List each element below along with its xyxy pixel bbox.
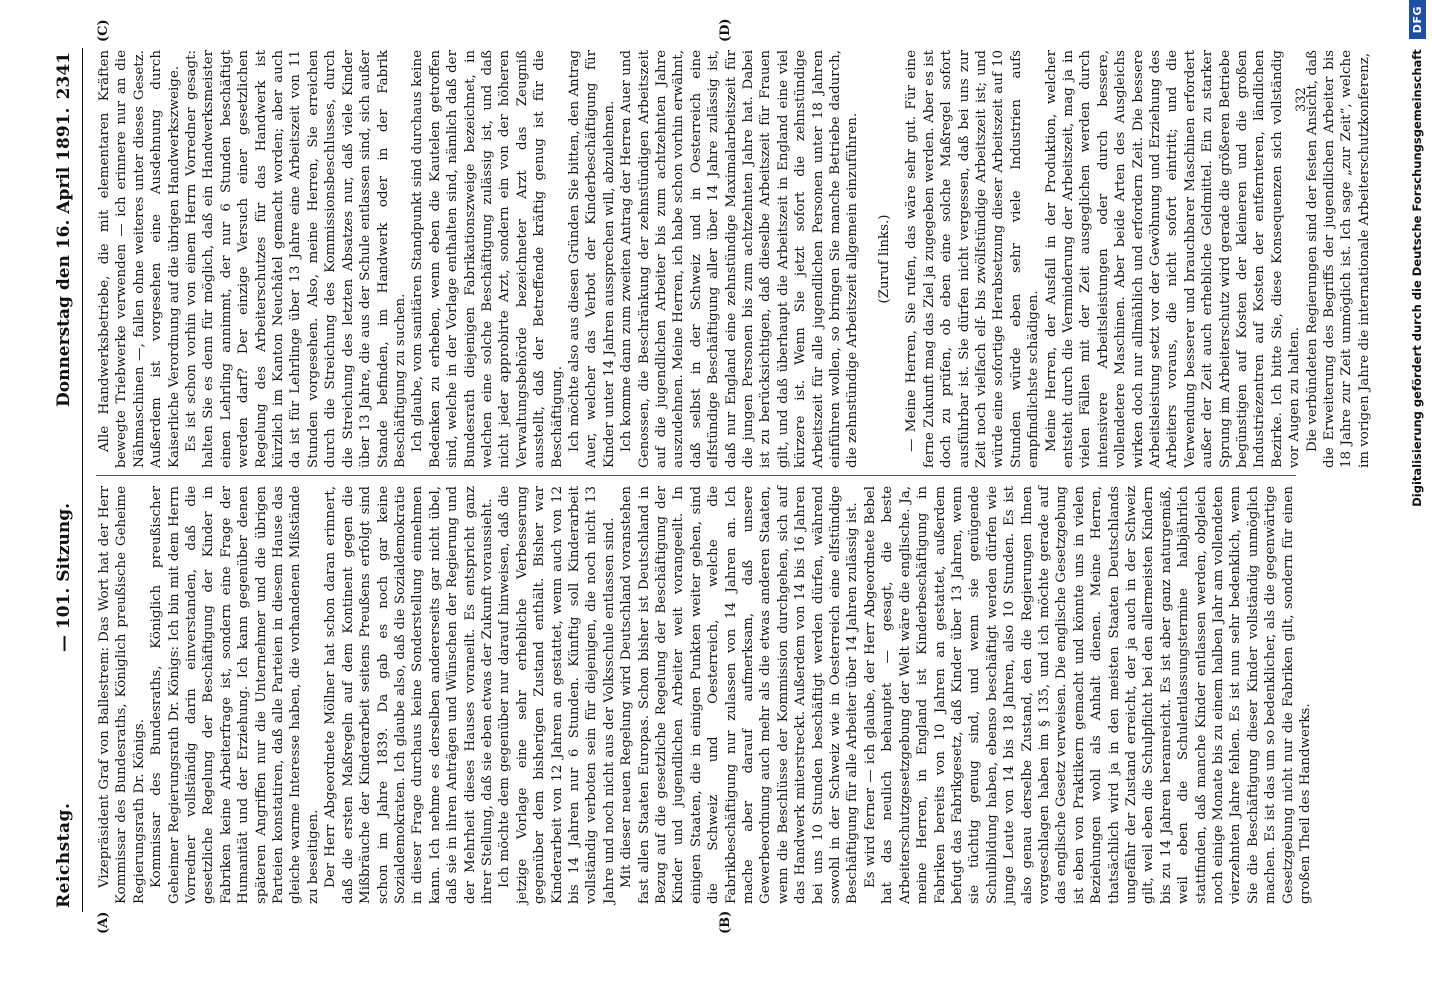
paragraph: Kommissar des Bundesraths, Königlich preußischer Geheimer Regierungsrath Dr. Königs: Ich bin mit dem Herrn Vorredner vollständig darin einverstanden, daß die gesetzliche Regelung der Beschäftigung der Kinder in Fabriken keine Arbeiterfrage ist, sondern eine Frage der Humanität und der Erziehung. Ich kann gegenüber denen späteren Angriffen nur die Unternehmer und die übrigen Parteien konstatiren, daß alle Parteien in diesem Hause das gleiche warme Interesse haben, die vorhandenen Mißstände zu beseitigen. <box>149 486 321 904</box>
paragraph: Vizepräsident Graf von Ballestrem: Das Wort hat der Herr Kommissar des Bundesraths, Königlich preußische Geheime Regierungsrath Dr. Königs. <box>97 486 147 904</box>
sheet-signature: 332 <box>1294 87 1309 112</box>
margin-mark-c: (C) <box>96 19 111 42</box>
paragraph: Es ist schon vorhin von einem Herrn Vorredner gesagt: halten Sie es denn für möglich, daß ein Handwerksmeister einen Lehrling annimmt, der nur 6 Stunden beschäftigt werden darf? Der einzige Versuch einer gesetzlichen Regelung des Arbeiterschutzes für das Handwerk ist kürzlich im Kanton Neuchâtel gemacht worden; aber auch da ist für Lehrlinge über 13 Jahre eine Arbeitszeit von 11 Stunden vorgesehen. Also, meine Herren, Sie erreichen durch die Streichung des Kommissionsbeschlusses, durch die Streichung des letzten Absatzes nur, daß viele Kinder über 13 Jahre, die aus der Schule entlassen sind, sich außer Stande befinden, im Handwerk oder in der Fabrik Beschäftigung zu suchen. <box>184 50 408 468</box>
margin-mark-a: (A) <box>96 911 111 934</box>
margin-mark-d: (D) <box>718 18 733 42</box>
header-title: Reichstag. <box>54 802 74 908</box>
page-header <box>52 48 83 912</box>
header-page-number: 2341 <box>54 52 74 100</box>
digitization-credit <box>1405 0 1429 860</box>
paragraph: Mit dieser neuen Regelung wird Deutschland voranstehen fast allen Staaten Europas. Schon bisher ist Deutschland in Bezug auf die gesetzliche Regelung der Beschäftigung der Kinder und jugendlichen Arbeiter weit vorangeeilt. In einigen Staaten, die in einigen Punkten weiter gehen, sind die Schweiz und Oesterreich, welche die Fabrikbeschäftigung nur zulassen von 14 Jahren an. Ich mache aber darauf aufmerksam, daß unsere Gewerbeordnung auch mehr als die etwas anderen Staaten, wenn die Beschlüsse der Kommission durchgehen, sich auf das Handwerk miterstreckt. Außerdem von 14 bis 16 Jahren bei uns 10 Stunden beschäftigt werden dürfen, während sowohl in der Schweiz wie in Oesterreich eine elfstündige Beschäftigung für alle Arbeiter über 14 Jahren zulässig ist. <box>619 486 861 904</box>
paragraph: Alle Handwerksbetriebe, die mit elementaren Kräften bewegte Triebwerke verwenden — ich erinnere nur an die Nähmaschinen —, fallen ohne weiteres unter dieses Gesetz. Außerdem ist vorgesehen eine Ausdehnung durch Kaiserliche Verordnung auf die übrigen Handwerkszweige. <box>97 50 182 468</box>
interjection: (Zuruf links.) <box>876 214 892 304</box>
column-divider <box>96 475 1296 476</box>
paragraph: Der Herr Abgeordnete Möllner hat schon daran erinnert, daß die ersten Maßregeln auf dem Kontinent gegen die Mißbräuche der Kinderarbeit seitens Preußens erfolgt sind schon im Jahre 1839. Da gab es noch gar keine Sozialdemokraten. Ich glaube also, daß die Sozialdemokratie in dieser Frage durchaus keine Sonderstellung einnehmen kann. Ich nehme es derselben andererseits gar nicht übel, daß sie in ihren Anträgen und Wünschen der Regierung und der Mehrheit dieses Hauses voraneilt. Es entspricht ganz ihrer Stellung, daß sie eben etwas der Zukunft voraussieht. <box>323 486 495 904</box>
dfg-logo: DFG <box>1409 0 1426 39</box>
paragraph: Ich möchte dem gegenüber nur darauf hinweisen, daß die jetzige Vorlage eine sehr erhebliche Verbesserung gegenüber dem bisherigen Zustand enthält. Bisher war Kinderarbeit von 12 Jahren an gestattet, wenn auch von 12 bis 14 Jahren nur 6 Stunden. Künftig soll Kinderarbeit vollständig verboten sein für diejenigen, die noch nicht 13 Jahre und noch nicht aus der Volksschule entlassen sind. <box>497 486 617 904</box>
paragraph: Ich möchte also aus diesen Gründen Sie bitten, den Antrag Auer, welcher das Verbot der Kinderbeschäftigung für Kinder unter 14 Jahren aussprechen will, abzulehnen. <box>566 50 617 468</box>
text-column-left <box>96 486 1314 904</box>
paragraph: Meine Herren, der Ausfall in der Produktion, welcher entsteht durch die Verminderung der Arbeitszeit, mag ja in vielen Fällen mit der Zeit ausgeglichen werden durch intensivere Arbeitsleistungen oder durch bessere, vollendetere Maschinen. Aber beide Arten des Ausgleichs wirken doch nur allmählich und erfordern Zeit. Die bessere Arbeitsleistung setzt vor der Gewöhnung und Erziehung des Arbeiters voraus, die nicht sofort eintritt; und die Verwendung besserer und brauchbarer Maschinen erfordert außer der Zeit auch erhebliche Geldmittel. Ein zu starker Sprung im Arbeiterschutz wird gerade die größeren Betriebe begünstigen auf Kosten der kleineren und die großen Industriezentren auf Kosten der entfernteren, ländlichen Bezirke. Ich bitte Sie, diese Konsequenzen sich vollständig vor Augen zu halten. <box>1043 50 1303 468</box>
paragraph: Ich komme dann zum zweiten Antrag der Herren Auer und Genossen, die Beschränkung der zehnstündigen Arbeitszeit auf die jugendlichen Arbeiter bis zum achtzehnten Jahre auszudehnen. Meine Herren, ich habe schon vorhin erwähnt, daß selbst in der Schweiz und in Oesterreich eine elfstündige Beschäftigung aller über 14 Jahre zulässig ist, daß nur England eine zehnstündige Maximalarbeitszeit für die jungen Personen bis zum achtzehnten Jahre hat. Dabei ist zu berücksichtigen, daß dieselbe Arbeitszeit für Frauen gilt, und daß überhaupt die Arbeitszeit in England eine viel kürzere ist. Wenn Sie jetzt sofort die zehnstündige Arbeitszeit für alle jugendlichen Personen unter 18 Jahren einführen wollen, so bringen Sie manche Betriebe dadurch, die zehnstündige Arbeitszeit allgemein einzuführen. <box>619 50 861 468</box>
header-date: Donnerstag den 16. April 1891. <box>54 107 74 407</box>
paragraph: Die verbündeten Regierungen sind der festen Ansicht, daß die Erweiterung des Begriffs der jugendlichen Arbeiter bis 18 Jahre zur Zeit unmöglich ist. Ich sage „zur Zeit“, welche im vorigen Jahre die internationale Arbeiterschutzkonferenz, <box>1304 50 1372 468</box>
credit-text: Digitalisierung gefördert durch die Deutsche Forschungsgemeinschaft <box>1410 49 1424 507</box>
margin-mark-b: (B) <box>718 910 733 934</box>
header-session: — 101. Sitzung. <box>54 502 74 652</box>
paragraph: Ich glaube, vom sanitären Standpunkt sind durchaus keine Bedenken zu erheben, wenn eben die Kautelen getroffen sind, welche in der Vorlage enthalten sind, nämlich daß der Bundesrath diejenigen Fabrikationszweige bezeichnet, in welchen eine solche Beschäftigung zulässig ist, und daß nicht jeder approbirte Arzt, sondern ein von der höheren Verwaltungsbehörde bezeichneter Arzt das Zeugniß ausstellt, daß der Betreffende kräftig genug ist für die Beschäftigung. <box>410 50 565 468</box>
paragraph: — Meine Herren, Sie rufen, das wäre sehr gut. Für eine ferne Zukunft mag das Ziel ja zugegeben werden. Aber es ist doch zu prüfen, ob eben eine solche Maßregel sofort ausführbar ist. Sie dürfen nicht vergessen, daß bei uns zur Zeit noch vielfach elf- bis zwölfstündige Arbeitszeit ist; und würde eine sofortige Herabsetzung dieser Arbeitszeit auf 10 Stunden würde eben sehr viele Industrien aufs empfindlichste schädigen. <box>904 50 1042 468</box>
paragraph: Es wird ferner — ich glaube, der Herr Abgeordnete Bebel hat das neulich behauptet — gesagt, die beste Arbeiterschutzgesetzgebung der Welt wäre die englische. Ja, meine Herren, in England ist Kinderbeschäftigung in Fabriken bereits von 10 Jahren an gestattet, außerdem befugt das Fabrikgesetz, daß Kinder über 13 Jahren, wenn sie tüchtig genug sind, und wenn sie genügende Schulbildung haben, ebenso beschäftigt werden dürfen wie junge Leute von 14 bis 18 Jahren, also 10 Stunden. Es ist also genau derselbe Zustand, den die Regierungen Ihnen vorgeschlagen haben im § 135, und ich möchte gerade auf das englische Gesetz verweisen. Die englische Gesetzgebung ist eben von Praktikern gemacht und könnte uns in vielen Beziehungen wohl als Anhalt dienen. Meine Herren, thatsächlich wird ja in den meisten Staaten Deutschlands ungefähr der Zustand erreicht, der ja auch in der Schweiz gilt, weil eben die Schulpflicht bei den allermeisten Kindern bis zu 14 Jahren heranreicht. Es ist aber ganz naturgemäß, weil eben die Schulentlassungstermine halbjährlich stattfinden, daß manche Kinder entlassen werden, obgleich noch einige Monate bis zu einem halben Jahr am vollendeten vierzehnten Jahre fehlen. Es ist nun sehr bedenklich, wenn Sie die Beschäftigung dieser Kinder vollständig unmöglich machen. Es ist das um so bedenklicher, als die gegenwärtige Gesetzgebung nicht nur die Fabriken gilt, sondern für einen großen Theil des Handwerks. <box>862 486 1314 904</box>
